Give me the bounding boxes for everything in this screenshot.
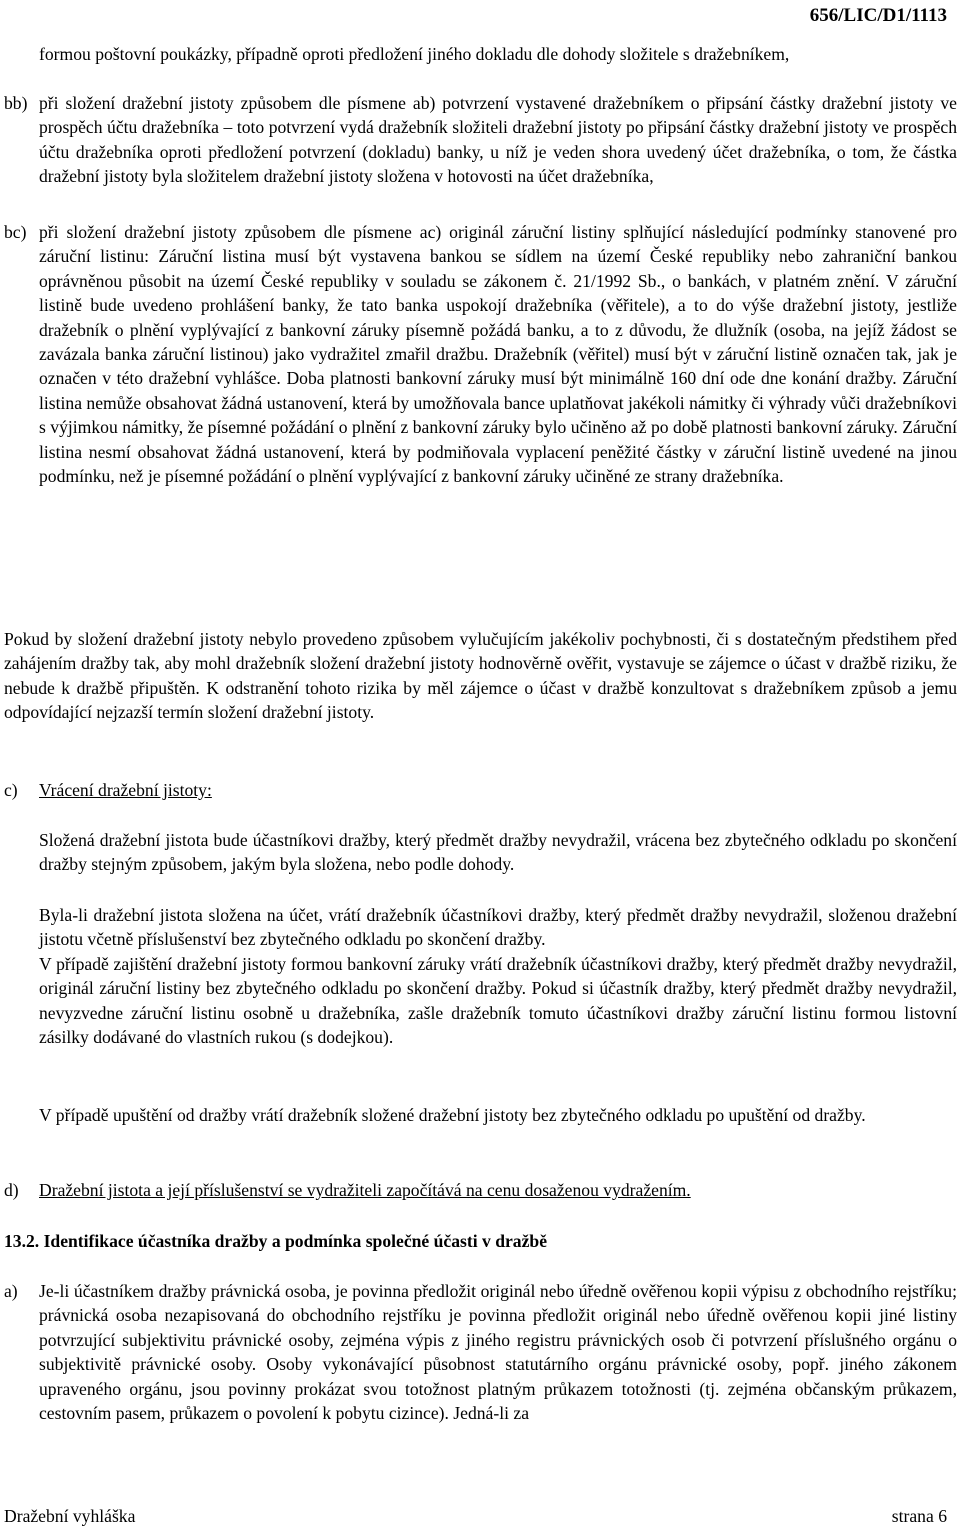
document-number: 656/LIC/D1/1113 (809, 5, 947, 26)
page-number: strana 6 (891, 1506, 947, 1526)
list-item-label-bc: bc) (4, 222, 27, 242)
section-d-text: Dražební jistota a její příslušenství se vydražiteli započítává na cenu dosaženou vydražením. (39, 1180, 691, 1200)
section-13-2-item-a: Je-li účastníkem dražby právnická osoba, je povinna předložit originál nebo úředně ověřenou kopii výpisu z obchodního rejstříku; právnická osoba nezapisovaná do obchodního rejstříku je povinna předložit originál nebo úředně ověřenou kopii jiné listiny potvrzující subjektivitu právnické osoby, zejména výpis z jiného registru právnických osob či potvrzení příslušného orgánu o subjektivitě právnické osoby. Osoby vykonávající působnost statutárního orgánu právnické osoby, popř. jiného zákonem upraveného orgánu, jsou povinny prokázat svou totožnost platným průkazem totožnosti (tj. zejména občanským průkazem, cestovním pasem, průkazem o povolení k pobytu cizince). Jedná-li za (39, 1281, 957, 1424)
section-c-heading: Vrácení dražební jistoty: (39, 780, 212, 800)
section-c-label: c) (4, 780, 18, 800)
footer-title: Dražební vyhláška (4, 1506, 136, 1526)
list-item-bc: při složení dražební jistoty způsobem dle písmene ac) originál záruční listiny splňující následující podmínky stanovené pro záruční listinu: Záruční listina musí být vystavena bankou se sídlem na území České republiky nebo zahraniční bankou oprávněnou působit na území České republiky v souladu se zákonem č. 21/1992 Sb., o bankách, v platném znění. V záruční listině bude uvedeno prohlášení banky, že tato banka uspokojí dražebníka (věřitele), a to do výše dražební jistoty, jestliže dražebník o plnění vyplývající z bankovní záruky písemně požádá banku, a to z důvodu, že dlužník (osoba, na jejíž žádost se zavázala banka záruční listinou) jako vydražitel zmařil dražbu. Dražebník (věřitel) musí být v záruční listině označen tak, jak je označen v této dražební vyhlášce. Doba platnosti bankovní záruky musí být minimálně 160 dní ode dne konání dražby. Záruční listina nemůže obsahovat žádná ustanovení, která by umožňovala bance uplatňovat jakékoli námitky či výhrady vůči dražebníkovi s výjimkou námitky, že písemné požádání o plnění z bankovní záruky bylo učiněno až po době platnosti bankovní záruky. Záruční listina nesmí obsahovat žádná ustanovení, která by podmiňovala vyplacení peněžité částky v záruční listině uvedené na jinou podmínku, než je písemné požádání o plnění vyplývající z bankovní záruky učiněné ze strany dražebníka. (39, 222, 957, 487)
list-item-label-bb: bb) (4, 93, 28, 113)
section-c-paragraph-4: V případě upuštění od dražby vrátí dražebník složené dražební jistoty bez zbytečného odkladu po upuštění od dražby. (39, 1105, 866, 1125)
list-item-continuation: formou poštovní poukázky, případně oproti předložení jiného dokladu dle dohody složitele s dražebníkem, (39, 44, 790, 64)
section-d-label: d) (4, 1180, 19, 1200)
section-13-2-item-a-label: a) (4, 1281, 18, 1301)
paragraph-risk: Pokud by složení dražební jistoty nebylo provedeno způsobem vylučujícím jakékoliv pochybnosti, či s dostatečným předstihem před zahájením dražby tak, aby mohl dražebník složení dražební jistoty hodnověrně ověřit, vystavuje se zájemce o účast v dražbě riziku, že nebude k dražbě připuštěn. K odstranění tohoto rizika by měl zájemce o účast v dražbě konzultovat s dražebníkem způsob a jemu odpovídající nejzazší termín složení dražební jistoty. (4, 629, 957, 723)
section-c-paragraph-2: Byla-li dražební jistota složena na účet, vrátí dražebník účastníkovi dražby, který předmět dražby nevydražil, složenou dražební jistotu včetně příslušenství bez zbytečného odkladu po skončení dražby. (39, 905, 957, 950)
list-item-bb: při složení dražební jistoty způsobem dle písmene ab) potvrzení vystavené dražebníkem o připsání částky dražební jistoty ve prospěch účtu dražebníka – toto potvrzení vydá dražebník složiteli dražební jistoty po připsání částky dražební jistoty ve prospěch účtu dražebníka oproti předložení potvrzení (dokladu) banky, u níž je veden shora uvedený účet dražebníka, o tom, že částka dražební jistoty byla složitelem dražební jistoty složena v hotovosti na účet dražebníka, (39, 93, 957, 187)
section-13-2-heading: 13.2. Identifikace účastníka dražby a podmínka společné účasti v dražbě (4, 1231, 548, 1251)
section-c-paragraph-1: Složená dražební jistota bude účastníkovi dražby, který předmět dražby nevydražil, vrácena bez zbytečného odkladu po skončení dražby stejným způsobem, jakým byla složena, nebo podle dohody. (39, 830, 957, 875)
section-c-paragraph-3: V případě zajištění dražební jistoty formou bankovní záruky vrátí dražebník účastníkovi dražby, který předmět dražby nevydražil, originál záruční listiny bez zbytečného odkladu po skončení dražby. Pokud si účastník dražby, který předmět dražby nevydražil, nevyzvedne záruční listinu osobně u dražebníka, zašle dražebník tomuto účastníkovi dražby záruční listinu formou listovní zásilky dodávané do vlastních rukou (s dodejkou). (39, 954, 957, 1048)
